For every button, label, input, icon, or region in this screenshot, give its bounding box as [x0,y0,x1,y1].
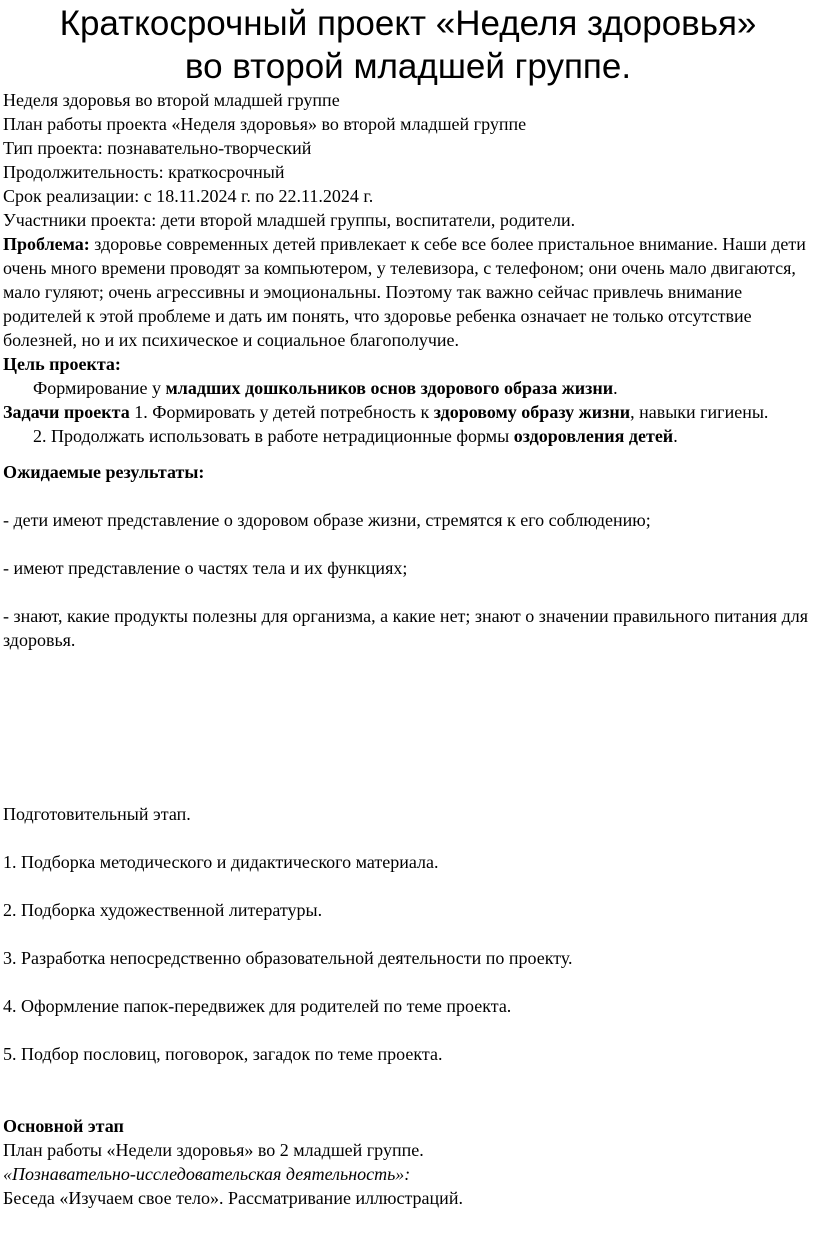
task-2 [3,424,809,448]
results-heading [3,460,809,484]
results-label: Ожидаемые результаты: [3,462,205,482]
goal-text [3,376,809,400]
prep-item: 3. Разработка непосредственно образовательной деятельности по проекту. [3,948,573,968]
main-heading [3,1114,809,1138]
result-item: - дети имеют представление о здоровом образе жизни, стремятся к его соблюдению; [3,510,651,530]
task-1-bold: здоровому образу жизни [433,402,631,422]
prep-item: 1. Подборка методического и дидактического материала. [3,852,439,872]
task-2-bold: оздоровления детей [513,426,674,446]
task-1-prefix: 1. Формировать у детей потребность к [129,402,434,422]
problem-label: Проблема: [3,234,90,254]
goal-heading [3,352,809,376]
main-plan: План работы «Недели здоровья» во 2 младшей группе. [3,1140,424,1160]
project-participants: Участники проекта: дети второй младшей группы, воспитатели, родители. [3,210,576,230]
main-activity-text: «Познавательно-исследовательская деятельность»: [3,1164,411,1184]
project-type: Тип проекта: познавательно-творческий [3,138,312,158]
task-1-suffix: , навыки гигиены. [630,402,769,422]
main-talk: Беседа «Изучаем свое тело». Рассматривание иллюстраций. [3,1188,463,1208]
title-line-2: во второй младшей группе. [184,47,632,86]
task-1 [3,400,809,424]
document-body [0,88,809,1210]
goal-prefix: Формирование у [33,378,166,398]
prep-item: 5. Подбор пословиц, поговорок, загадок по теме проекта. [3,1044,443,1064]
page-title [0,0,816,88]
problem-paragraph [3,232,809,352]
tasks-label: Задачи проекта [3,402,130,422]
task-2-suffix: . [673,426,678,446]
main-label: Основной этап [3,1116,124,1136]
main-activity [3,1162,809,1186]
goal-bold: младших дошкольников основ здорового образа жизни [165,378,614,398]
project-duration: Продолжительность: краткосрочный [3,162,285,182]
project-term: Срок реализации: с 18.11.2024 г. по 22.11.2024 г. [3,186,374,206]
problem-text: здоровье современных детей привлекает к себе все более пристальное внимание. Наши дети очень много времени проводят за компьютером, у телевизора, с телефоном; они очень мало двигаются, мало гуляют; очень агрессивны и эмоциональны. Поэтому так важно сейчас привлечь внимание родителей к этой проблеме и дать им понять, что здоровье ребенка означает не только отсутствие болезней, но и их психическое и социальное благополучие. [3,234,806,350]
task-2-prefix: 2. Продолжать использовать в работе нетрадиционные формы [33,426,514,446]
title-line-1: Краткосрочный проект «Неделя здоровья» [59,4,757,43]
intro-heading: Неделя здоровья во второй младшей группе [3,90,340,110]
prep-heading: Подготовительный этап. [3,804,191,824]
goal-label: Цель проекта: [3,354,121,374]
prep-item: 4. Оформление папок-передвижек для родителей по теме проекта. [3,996,512,1016]
intro-plan: План работы проекта «Неделя здоровья» во второй младшей группе [3,114,527,134]
result-item: - имеют представление о частях тела и их функциях; [3,558,408,578]
goal-suffix: . [613,378,618,398]
result-item: - знают, какие продукты полезны для организма, а какие нет; знают о значении правильного питания для здоровья. [3,606,808,650]
prep-item: 2. Подборка художественной литературы. [3,900,323,920]
